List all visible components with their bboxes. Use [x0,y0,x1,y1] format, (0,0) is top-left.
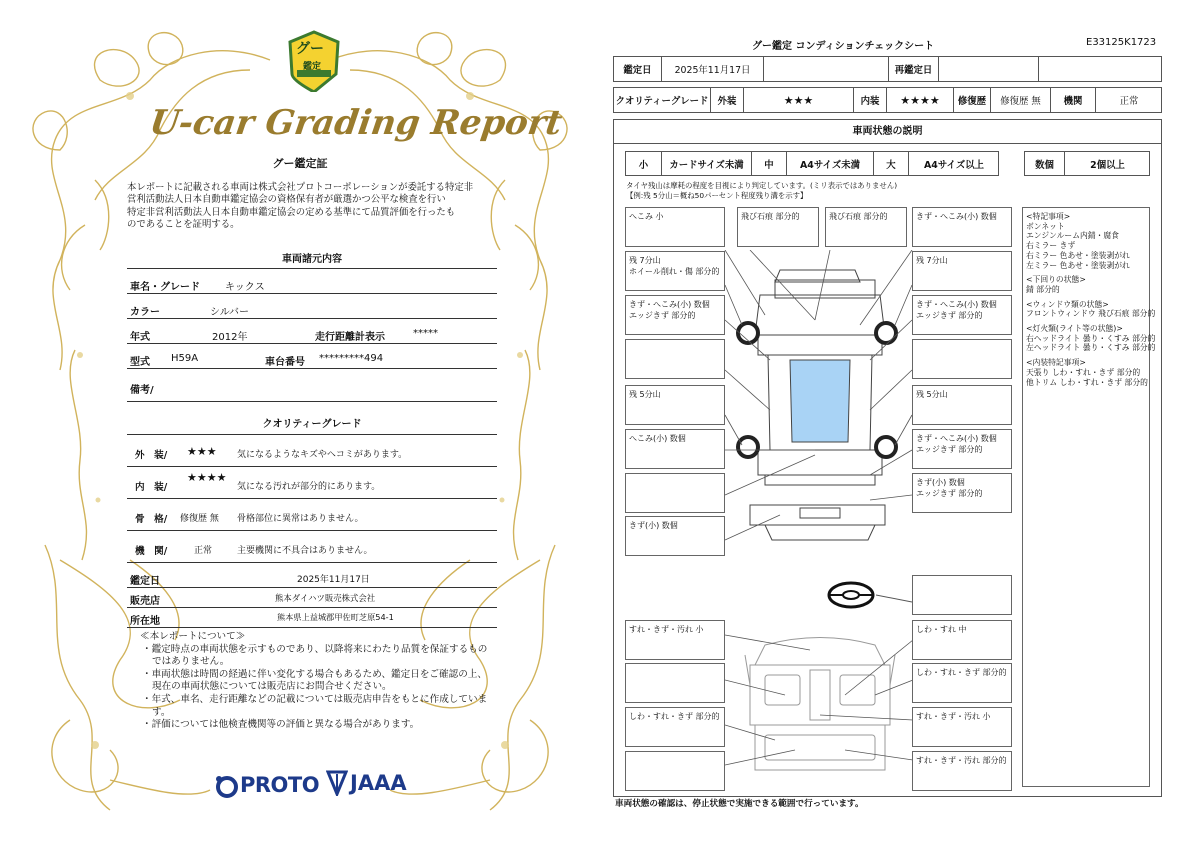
chassis-value: *********494 [319,353,384,364]
note-line: <灯火類(ライト等の状態)> [1026,324,1123,334]
mileage-label: 走行距離計表示 [315,332,385,343]
ext-note-left-7 [625,473,725,513]
address-value: 熊本県上益城郡甲佐町芝原54-1 [277,612,394,622]
steering-wheel-icon [826,580,876,610]
note-line: フロントウィンドウ 飛び石痕 部分的 [1026,309,1156,319]
remarks-label: 備考/ [130,385,154,396]
repair-history-value: 修復歴 無 [991,88,1051,112]
divider [127,268,497,269]
exterior-label: 外装 [711,88,744,112]
int-note-left-1: すれ・きず・汚れ 小 [625,620,725,660]
empty-cell [1039,57,1162,81]
note-line: エンジンルーム内錆・腐食 [1026,231,1119,241]
tire-note-1: タイヤ残山は摩耗の程度を目視により判定しています。(ミリ表示ではありません) [626,181,898,190]
quality-row-exterior [127,437,497,467]
count-legend [1024,151,1150,176]
ext-note-left-4 [625,339,725,379]
color-value: シルバー [210,307,250,318]
note-line: 左ヘッドライト 曇り・くすみ 部分的 [1026,343,1156,353]
note-item: ・年式、車名、走行距離などの記載については販売店申告をもとに作成しています。 [142,693,488,718]
note-line: 左ミラー 色あせ・塗装剥がれ [1026,260,1130,270]
ext-note-right-4 [912,339,1012,379]
sheet-title: グー鑑定 コンディションチェックシート [752,41,935,52]
ext-note-right-3: きず・へこみ(小) 数個 エッジきず 部分的 [912,295,1012,335]
certificate-statement [127,182,497,231]
sheet-id: E33125K1723 [1086,37,1157,48]
special-notes-panel [1022,207,1156,787]
engine-text: 主要機関に不具合はありません。 [237,546,373,556]
engine-value: 正常 [1119,96,1139,107]
spec-row-model [127,347,497,369]
quality-section-title: クオリティーグレード [262,419,362,430]
int-note-right-3: すれ・きず・汚れ 小 [912,707,1012,747]
engine-label: 機 関/ [135,546,168,557]
spec-section-title: 車両諸元内容 [282,254,342,265]
ext-note-left-1 [625,207,725,247]
certificate-title: グー鑑定証 [272,157,328,170]
model-label: 型式 [130,357,150,368]
ext-note-top-2: 飛び石痕 部分的 [825,207,907,247]
jaaa-logo-icon [326,770,348,796]
address-label: 所在地 [130,616,160,627]
note-item: ・評価については他検査機関等の評価と異なる場合があります。 [142,719,420,731]
tire-rear-left-icon [738,437,758,457]
int-note-wheel [912,575,1012,615]
note-line: 錆 部分的 [1026,284,1060,294]
empty-cell [764,57,889,81]
note-line: 右ミラー きず [1026,241,1076,251]
cert-line: 本レポートに記載される車両は株式会社プロトコーポレーションが委託する特定非 [127,182,474,193]
ext-note-right-7: きず(小) 数個 エッジきず 部分的 [912,473,1012,513]
name-label: 車名・グレード [130,282,200,293]
exterior-stars: ★★★ [187,445,217,458]
repair-history-label: 修復歴 [954,88,991,112]
appraisal-date-label: 鑑定日 [614,57,662,81]
legend-mid: 中 [752,152,787,175]
ext-note-top-1: 飛び石痕 部分的 [737,207,819,247]
windshield-glass [790,360,850,442]
int-note-right-1: しわ・すれ 中 [912,620,1012,660]
shop-label: 販売店 [130,596,160,607]
ext-note-right-1: きず・へこみ(小) 数個 [912,207,1012,247]
interior-stars: ★★★★ [187,471,227,484]
legend-small-desc: カードサイズ未満 [662,152,752,175]
date-label: 鑑定日 [130,576,160,587]
int-note-right-4: すれ・きず・汚れ 部分的 [912,751,1012,791]
quality-row-engine [127,533,497,563]
int-note-left-4 [625,751,725,791]
jaaa-logo-text: JAAA [350,771,407,795]
int-note-left-2 [625,663,725,703]
divider [127,434,497,435]
appraisal-date-value: 2025年11月17日 [662,57,764,81]
exterior-car-diagram [720,250,915,550]
ext-note-left-3: きず・へこみ(小) 数個 エッジきず 部分的 [625,295,725,335]
info-row-date [127,566,497,588]
ext-note-text: へこみ 小 [629,212,664,221]
spec-row-name [127,272,497,294]
engine-label: 機関 [1051,88,1096,112]
legend-many: 2個以上 [1090,159,1125,171]
shop-value: 熊本ダイハツ販売株式会社 [275,593,376,603]
mileage-value: ***** [413,328,438,339]
footer-note: 車両状態の確認は、停止状態で実施できる範囲で行っています。 [615,799,864,809]
date-row [613,56,1162,82]
report-notes [140,631,492,732]
legend-small: 小 [626,152,662,175]
int-note-right-2: しわ・すれ・きず 部分的 [912,663,1012,703]
note-line: 他トリム しわ・すれ・きず 部分的 [1026,377,1148,387]
quality-row-frame [127,501,497,531]
notes-title: ≪本レポートについて≫ [140,631,246,642]
interior-stars: ★★★★ [887,88,954,112]
note-item: ・鑑定時点の車両状態を示すものであり、以降将来にわたり品質を保証するものではありません。 [142,643,488,668]
spec-row-year [127,322,497,344]
int-note-left-3: しわ・すれ・きず 部分的 [625,707,725,747]
proto-logo-icon [215,775,239,799]
quality-row [613,87,1162,113]
legend-large-desc: A4サイズ以上 [924,159,984,171]
name-value: キックス [225,282,265,293]
exterior-label: 外 装/ [135,450,168,461]
ext-note-left-5: 残 5分山 [625,385,725,425]
ext-note-right-2: 残 7分山 [912,251,1012,291]
note-line: ボンネット [1026,221,1065,231]
exterior-stars: ★★★ [744,88,854,112]
spec-row-remarks [127,375,497,402]
legend-large: 大 [874,152,909,175]
tire-note-2: 【例:残 5分山＝概ね50パーセント程度残り溝を示す】 [626,191,808,200]
frame-text: 骨格部位に異常はありません。 [237,514,364,524]
interior-label: 内装 [854,88,887,112]
interior-car-diagram [725,625,915,795]
state-panel-title: 車両状態の説明 [613,119,1162,144]
spec-row-color [127,297,497,319]
note-line: 天張り しわ・すれ・きず 部分的 [1026,367,1141,377]
ext-note-left-6: へこみ(小) 数個 [625,429,725,469]
quality-grade-label: クオリティーグレード [614,88,711,112]
frame-label: 骨 格/ [135,514,168,525]
note-line: <下回りの状態> [1026,275,1086,285]
cert-line: 営利活動法人日本自動車鑑定協会の資格保有者が厳選かつ公平な検査を行い [127,194,446,206]
date-value: 2025年11月17日 [297,575,370,585]
badge-line2: 鑑定 [303,62,322,72]
note-item: ・車両状態は時間の経過に伴い変化する場合もあるため、鑑定日をご確認の上、現在の車両状態については販売店にお問合せください。 [142,668,487,693]
cert-line: のであることを証明する。 [127,218,240,230]
ext-note-left-8: きず(小) 数個 [625,516,725,556]
note-line: 右ミラー 色あせ・塗装剥がれ [1026,250,1130,260]
frame-value: 修復歴 無 [180,514,219,524]
interior-text: 気になる汚れが部分的にあります。 [237,482,381,492]
badge-line1: グー [296,41,324,57]
reappraisal-date-label: 再鑑定日 [889,57,939,81]
ext-note-right-5: 残 5分山 [912,385,1012,425]
model-value: H59A [171,353,199,364]
cert-line: 特定非営利活動法人日本自動車鑑定協会の定める基準にて品質評価を行ったも [127,206,456,218]
info-row-address [127,606,497,628]
quality-row-interior [127,469,497,499]
leader-line [876,590,912,610]
note-line: <ウィンドウ類の状態> [1026,299,1109,309]
interior-label: 内 装/ [135,482,168,493]
ext-note-left-2: 残 7分山 ホイール削れ・傷 部分的 [625,251,725,291]
report-title: U-car Grading Report [147,103,565,143]
tire-rear-right-icon [876,437,896,457]
exterior-text: 気になるようなキズやヘコミがあります。 [237,450,408,460]
tire-front-right-icon [876,323,896,343]
note-line: <特記事項> [1026,212,1071,221]
color-label: カラー [130,307,160,318]
size-legend [625,151,999,176]
reappraisal-date-value [939,57,1039,81]
note-line: <内装特記事項> [1026,358,1086,368]
ext-note-right-6: きず・へこみ(小) 数個 エッジきず 部分的 [912,429,1012,469]
chassis-label: 車台番号 [265,357,305,368]
year-label: 年式 [130,332,150,343]
engine-value: 正常 [194,546,213,556]
proto-logo-text: PROTO [240,773,320,797]
note-line: 右ヘッドライト 曇り・くすみ 部分的 [1026,333,1156,343]
info-row-shop [127,586,497,608]
year-value: 2012年 [212,332,248,343]
legend-mid-desc: A4サイズ未満 [787,152,874,175]
legend-count: 数個 [1025,152,1065,175]
